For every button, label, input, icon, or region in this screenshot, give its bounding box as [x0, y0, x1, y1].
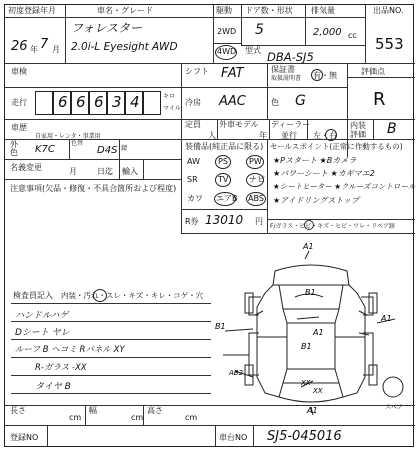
equip-airbag-circle — [214, 192, 236, 206]
drive-label: 駆動 — [216, 6, 232, 15]
ac-value: AAC — [219, 94, 246, 109]
ac-label: 冷房 — [185, 98, 201, 107]
equip-navi: ナビ — [249, 175, 265, 184]
mileage-unit-mile: マイル — [163, 105, 181, 112]
rear-bumper-outline — [279, 383, 343, 402]
cc-unit: cc — [348, 31, 357, 40]
equip-aw: AW — [187, 157, 200, 166]
handle-label: 左・右 — [313, 131, 337, 140]
color-no-label: 色替 — [71, 140, 84, 147]
windshield-circle — [304, 220, 314, 230]
color-label: 色 — [271, 98, 279, 107]
ext-label: 外 — [10, 140, 18, 149]
damage-label-left-rear: AB2 — [229, 369, 244, 377]
equip-tv: TV — [218, 175, 229, 184]
color-no-value: D4S — [97, 145, 118, 156]
recycle-label: R券 — [185, 217, 199, 226]
inspector-categories: 内装・汚れ・スレ・キズ・キレ・コゲ・穴 — [61, 291, 204, 300]
rear-glass-outline — [283, 369, 339, 383]
sales-point-label: セールスポイント(正常に作動するもの) — [270, 142, 403, 151]
warranty-label: 保証書 — [271, 65, 295, 74]
naming-day: 日迄 — [97, 167, 113, 176]
history-sub: 自家用・レンタ・事業用 — [35, 133, 101, 140]
left-side-outline — [257, 285, 279, 397]
dealer-label: ディーラー — [271, 120, 311, 129]
warranty-choice: 有・無 — [313, 71, 337, 80]
sales-point-3: ★シートヒーター ★クルーズコントロール — [273, 182, 416, 191]
naming-month: 月 — [69, 167, 77, 176]
model-value: DBA-SJ5 — [267, 50, 314, 64]
equipment-label: 装備品(純正品に限る) — [185, 142, 264, 151]
history-label: 車歴 — [11, 123, 27, 132]
inspection-label: 車検 — [11, 67, 27, 76]
car-name-label: 車名・グレード — [97, 6, 153, 15]
height-cm: cm — [185, 413, 198, 422]
ext-model-label: 外車モデル — [219, 120, 259, 129]
equip-pw: PW — [249, 157, 262, 166]
mileage-unit-km: キロ — [163, 93, 176, 100]
ext-sub: 色 — [10, 148, 18, 157]
chassis-label: 車台NO — [219, 433, 248, 442]
width-label: 幅 — [89, 406, 97, 415]
windshield-options: F/ガラス・ビビ・キズ・ヒビ・ワレ・リペア跡 — [270, 223, 396, 230]
lot-number: 553 — [375, 35, 404, 53]
length-label: 長さ — [10, 406, 26, 415]
equip-navi-circle — [246, 173, 264, 187]
chassis-value: SJ5-045016 — [267, 429, 342, 444]
damage-label-rear-glass-1: XX — [301, 379, 311, 387]
recycle-unit: 円 — [255, 217, 263, 226]
year-unit: 年 — [30, 45, 38, 54]
car-name: フォレスター — [71, 21, 143, 35]
ext-model-unit: 年 — [259, 131, 267, 140]
drive-4wd: 4WD — [217, 47, 237, 56]
first-registration-label: 初度登録年月 — [8, 6, 56, 15]
caution-label: 注意事項(欠品・修復・不具合箇所および程度) — [10, 184, 177, 193]
int-sub: 評価 — [350, 130, 366, 139]
reg-no-label: 登録NO — [10, 433, 39, 442]
damage-label-right: A1 — [381, 314, 392, 323]
mileage-digit-2: 6 — [76, 93, 86, 111]
damage-label-roof-a: A1 — [313, 328, 324, 337]
inspector-note-2: Dシート ヤレ — [15, 328, 70, 338]
shift-label: シフト — [185, 67, 209, 76]
sales-point-1: ★Pスタート ★Bカメラ — [273, 156, 357, 165]
color-value: G — [295, 93, 306, 109]
car-damage-diagram — [209, 237, 413, 417]
drive-2wd: 2WD — [217, 27, 237, 36]
equip-sr: SR — [187, 175, 198, 184]
equip-ps: PS — [218, 157, 228, 166]
sales-point-4: ★アイドリングストップ — [273, 196, 359, 205]
mileage-digit-3: 6 — [94, 93, 104, 111]
inspector-note-4: R-ガラス -XX — [35, 363, 87, 373]
equip-airbag: エアB — [216, 194, 238, 203]
warranty-yes-circle — [311, 69, 323, 81]
damage-label-rear: A1 — [307, 406, 318, 415]
capacity-label: 定員 — [185, 120, 201, 129]
equip-ps-circle — [215, 155, 231, 169]
mileage-digit-5: 4 — [130, 93, 140, 111]
damage-label-hood: B1 — [305, 288, 316, 297]
right-side-outline — [343, 285, 365, 397]
damage-label-roof-b: B1 — [301, 342, 312, 351]
naming-label: 名義変更 — [10, 163, 42, 172]
capacity-unit: 人 — [208, 131, 216, 140]
mileage-digit-4: 3 — [112, 93, 122, 111]
windshield-outline — [283, 309, 339, 323]
lot-label: 出品NO. — [373, 6, 404, 15]
height-label: 高さ — [147, 406, 163, 415]
ext-value: K7C — [35, 144, 55, 155]
damage-label-front: A1 — [303, 242, 314, 251]
int-value: B — [387, 121, 397, 137]
shift-value: FAT — [221, 66, 244, 81]
front-bumper-outline — [273, 265, 349, 285]
equip-leather: カワ — [187, 194, 203, 203]
dealer-sub: 並行 — [281, 131, 297, 140]
width-cm: cm — [131, 413, 144, 422]
door-count: 5 — [255, 22, 264, 38]
warranty-sub: 取扱説明書 — [271, 75, 302, 82]
auction-sheet — [4, 4, 414, 447]
right-front-door-panel — [361, 297, 373, 315]
mileage-digit-1: 6 — [58, 93, 68, 111]
model-label: 型式 — [245, 46, 261, 55]
spare-tire-outline — [383, 377, 403, 397]
equip-pw-circle — [246, 155, 264, 169]
equip-abs-circle — [246, 192, 266, 206]
int-label: 内装 — [350, 121, 366, 130]
left-front-door-panel — [249, 297, 261, 315]
equip-abs: ABS — [248, 194, 264, 203]
import-label: 輸入 — [122, 167, 138, 176]
inspector-note-5: タイヤ B — [35, 382, 71, 392]
inspector-note-3: ルーフ B ヘコミ Rパネル XY — [15, 345, 125, 355]
rust-label: 錆 — [121, 145, 128, 152]
length-cm: cm — [69, 413, 82, 422]
damage-label-left-front: B1 — [215, 322, 226, 331]
displacement-value: 2,000 — [313, 27, 342, 38]
reg-month: 7 — [40, 37, 49, 52]
grade: 2.0i-L Eyesight AWD — [71, 41, 178, 53]
equip-tv-circle — [215, 173, 231, 187]
spare-label: スペア — [385, 404, 404, 411]
reg-year: 26 — [11, 39, 28, 54]
damage-label-rear-glass-2: XX — [313, 387, 323, 395]
score-value: R — [373, 89, 386, 110]
mileage-label: 走行 — [11, 98, 27, 107]
sales-point-2: ★パワーシート ★カギマエ2 — [273, 169, 375, 178]
inspector-label: 検査員記入 — [13, 291, 53, 300]
stain-circle — [93, 289, 107, 302]
inspector-note-1: ハンドルハゲ — [15, 311, 69, 321]
score-label: 評価点 — [361, 67, 385, 76]
month-unit: 月 — [52, 45, 60, 54]
displacement-label: 排気量 — [311, 6, 335, 15]
door-shape-label: ドア数・形状 — [245, 6, 293, 15]
recycle-value: 13010 — [205, 213, 244, 227]
